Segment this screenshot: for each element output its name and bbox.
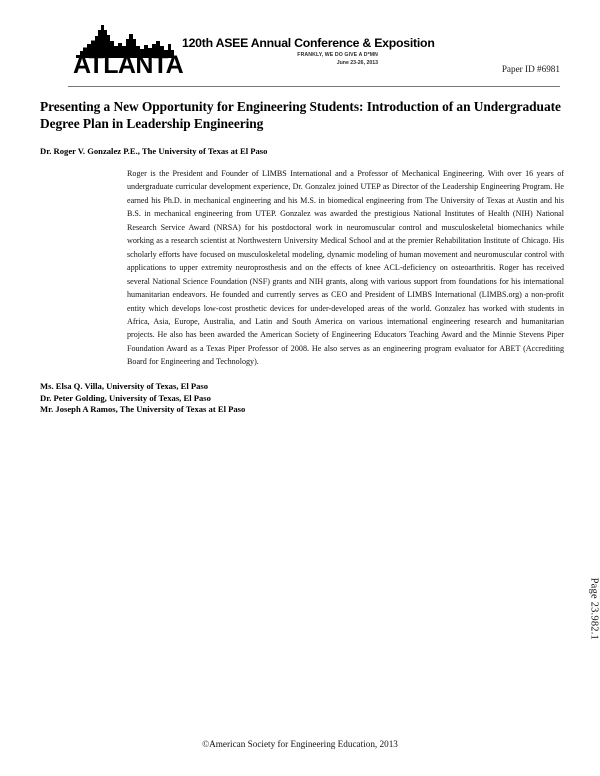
header-divider: [68, 86, 560, 87]
copyright-icon: ©: [202, 739, 210, 749]
page-title: Presenting a New Opportunity for Engineering Students: Introduction of an Undergraduate Degree Plan in Leadership Engineering: [40, 99, 561, 131]
list-item: Ms. Elsa Q. Villa, University of Texas, El Paso: [40, 381, 209, 391]
copyright-text: American Society for Engineering Education, 2013: [209, 739, 398, 749]
conference-logo: [72, 24, 184, 78]
conference-tagline: FRANKLY, WE DO GIVE A D*MN: [297, 52, 378, 58]
author-biography: Roger is the President and Founder of LIMBS International and a Professor of Mechanical Engineering. With over 16 years of undergraduate curricular development experience, Dr. Gonzalez joined UTEP as Director of the Leadership Engineering Program. He earned his Ph.D. in mechanical engineering and his M.S. in biomedical engineering from The University of Texas at Austin and his B.S. in mechanical engineering from UTEP. Gonzalez was awarded the prestigious National Institutes of Health (NIH) National Research Service Award (NRSA) for his postdoctoral work in neuromuscular control and musculoskeletal biomechanics while working as a research scientist at Northwestern University Medical School and at the premier Rehabilitation Institute of Chicago. His scholarly efforts have focused on musculoskeletal modeling, dynamic modeling of human movement and neuromuscular control with applications to upper extremity neuroprosthesis and on the effects of knee ACL-deficiency on osteoarthritis. Roger has received several National Science Foundation (NSF) grants and NIH grants, along with various support from foundations for his international humanitarian endeavors. He founded and currently serves as CEO and President of LIMBS International (LIMBS.org) a non-profit entity which develops low-cost prosthetic devices for under-developed areas of the world. Gonzalez has worked with students in Africa, Asia, Europe, Australia, and Latin and South America on various international engineering research and humanitarian projects. He also has been awarded the American Society of Engineering Educators Teaching Award and the Minnie Stevens Piper Foundation Award as a Texas Piper Professor of 2008. He also serves as an engineering program evaluator for ABET (Accrediting Board for Engineering and Technology).: [127, 169, 564, 367]
list-item: Mr. Joseph A Ramos, The University of Texas at El Paso: [40, 404, 246, 415]
lead-author: Dr. Roger V. Gonzalez P.E., The University of Texas at El Paso: [40, 146, 268, 156]
footer-copyright: [0, 738, 600, 750]
coauthor-list: [40, 381, 245, 416]
conference-title: 120th ASEE Annual Conference & Exposition: [182, 36, 435, 50]
page-number-marker: Page 23.982.1: [588, 577, 599, 640]
document-header: [0, 0, 600, 92]
paper-id: Paper ID #6981: [501, 64, 560, 74]
conference-dates: June 23-26, 2013: [336, 60, 378, 66]
atlanta-wordmark: ATLANTA: [72, 51, 184, 79]
conference-info: [182, 37, 442, 66]
list-item: Dr. Peter Golding, University of Texas, El Paso: [40, 392, 211, 403]
